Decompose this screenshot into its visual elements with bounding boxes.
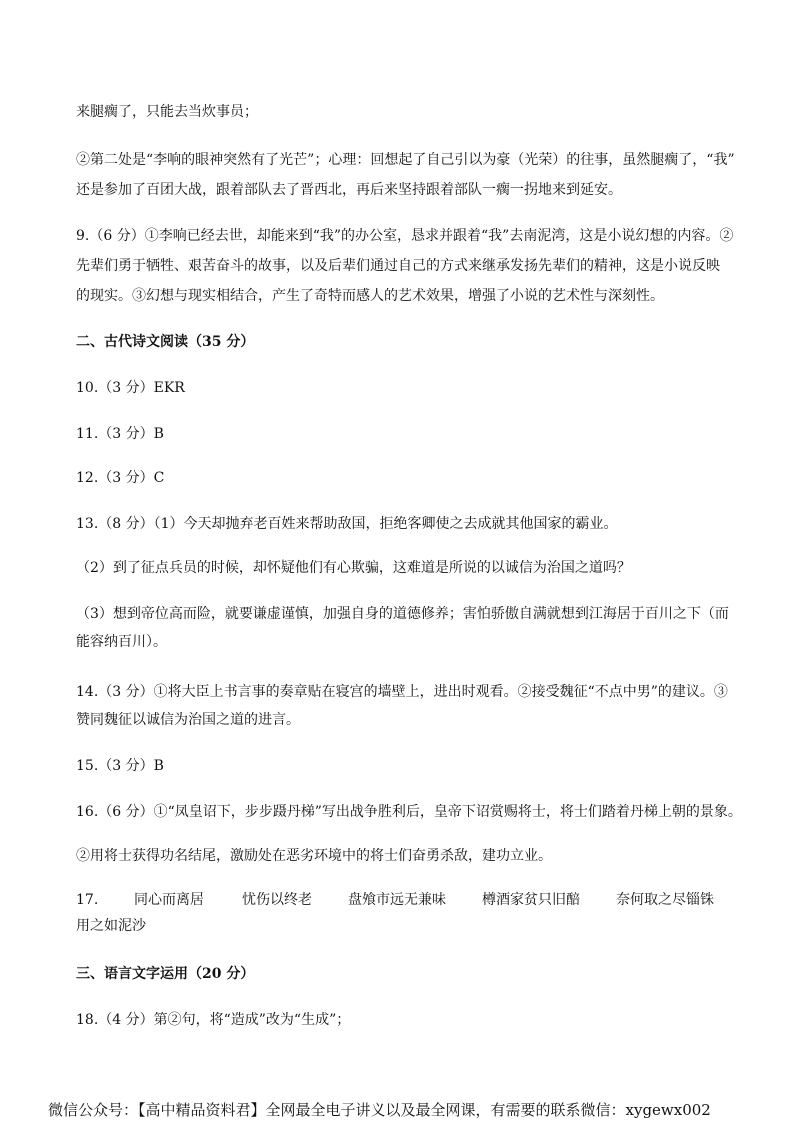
- answer-10: 10.（3 分）EKR: [76, 380, 185, 396]
- answer-13-part-1: 13.（8 分）（1）今天却抛弃老百姓来帮助敌国，拒绝客卿使之去成就其他国家的霸业。: [76, 516, 618, 532]
- answer-8-line-3: 还是参加了百团大战，跟着部队去了晋西北，再后来坚持跟着部队一瘸一拐地来到延安。: [76, 182, 622, 198]
- answer-13-part-3-line-1: （3）想到帝位高而险，就要谦虚谨慎，加强自身的道德修养；害怕骄傲自满就想到江海居于百川之下（而: [76, 606, 729, 622]
- answer-8-line-1: 来腿瘸了，只能去当炊事员；: [76, 104, 258, 120]
- answer-18: 18.（4 分）第②句，将“造成”改为“生成”；: [76, 1012, 351, 1028]
- answer-17-item-5: 奈何取之尽锱铢: [616, 892, 714, 908]
- answer-9-line-2: 先辈们勇于牺牲、艰苦奋斗的故事，以及后辈们通过自己的方式来继承发扬先辈们的精神，这是小说反映: [76, 258, 720, 274]
- answer-17-item-2: 忧伤以终老: [242, 892, 312, 908]
- answer-12: 12.（3 分）C: [76, 470, 165, 486]
- answer-9-line-1: 9.（6 分）①李响已经去世，却能来到“我”的办公室，恳求并跟着“我”去南泥湾，这是小说幻想的内容。②: [76, 228, 734, 244]
- answer-17-continuation: 用之如泥沙: [76, 918, 146, 934]
- answer-17-item-4: 樽酒家贫只旧醅: [482, 892, 580, 908]
- section-3-heading: 三、语言文字运用（20 分）: [76, 966, 255, 982]
- footer-contact-note: 微信公众号：【高中精品资料君】全网最全电子讲义以及最全网课，有需要的联系微信：xygewx002: [48, 1101, 711, 1119]
- answer-17-item-1: 同心而离居: [134, 892, 204, 908]
- answer-16-line-2: ②用将士获得功名结尾，激励处在恶劣环境中的将士们奋勇杀敌，建功立业。: [76, 848, 552, 864]
- answer-17-item-3: 盘飧市远无兼味: [348, 892, 446, 908]
- answer-14-line-1: 14.（3 分）①将大臣上书言事的奏章贴在寝宫的墙壁上，进出时观看。②接受魏征“不点中男”的建议。③: [76, 684, 728, 700]
- answer-15: 15.（3 分）B: [76, 758, 164, 774]
- answer-11: 11.（3 分）B: [76, 426, 164, 442]
- answer-14-line-2: 赞同魏征以诚信为治国之道的进言。: [76, 712, 300, 728]
- answer-13-part-2: （2）到了征点兵员的时候，却怀疑他们有心欺骗，这难道是所说的以诚信为治国之道吗？: [76, 560, 631, 576]
- answer-9-line-3: 的现实。③幻想与现实相结合，产生了奇特而感人的艺术效果，增强了小说的艺术性与深刻性。: [76, 288, 664, 304]
- answer-13-part-3-line-2: 能容纳百川）。: [76, 634, 167, 650]
- answer-8-line-2: ②第二处是“李响的眼神突然有了光芒”；心理：回想起了自己引以为豪（光荣）的往事，虽然腿瘸了，“我”: [76, 152, 735, 168]
- section-2-heading: 二、古代诗文阅读（35 分）: [76, 334, 255, 350]
- answer-16-line-1: 16.（6 分）①“凤皇诏下，步步蹑丹梯”写出战争胜利后，皇帝下诏赏赐将士，将士们踏着丹梯上朝的景象。: [76, 804, 742, 820]
- answer-17-number: 17.: [76, 892, 99, 908]
